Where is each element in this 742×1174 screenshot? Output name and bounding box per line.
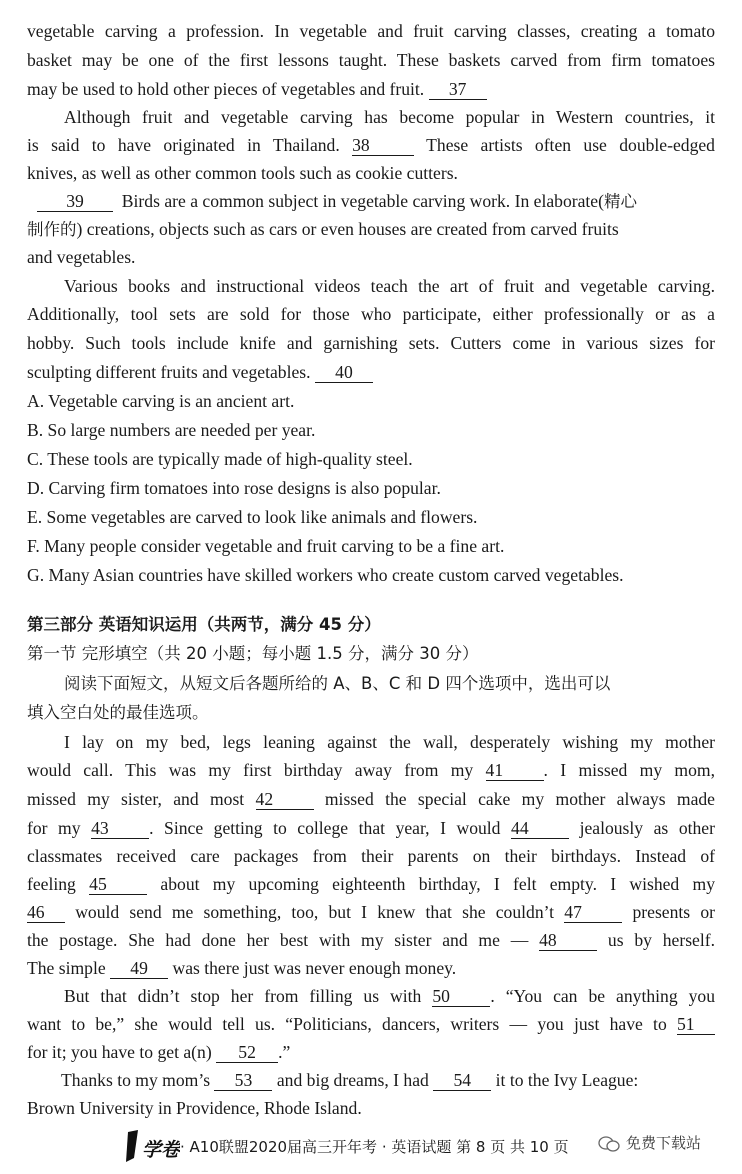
option-a: A. Vegetable carving is an ancient art.	[27, 391, 295, 411]
blank-54: 54	[433, 1070, 491, 1091]
text-segment: jealously as other	[579, 818, 715, 838]
text-segment: missed my sister, and most	[27, 789, 245, 809]
blank-52: 52	[216, 1042, 278, 1063]
text-segment: But that didn’t stop her from filling us with	[64, 986, 422, 1006]
reading-para2-line3: knives, as well as other common tools such as cookie cutters.	[27, 163, 458, 183]
cloze-line1: I lay on my bed, legs leaning against the wall, desperately wishing my mother	[64, 732, 715, 752]
instructions-line2: 填入空白处的最佳选项。	[27, 703, 209, 722]
text-segment: may be used to hold other pieces of vegetables and fruit.	[27, 79, 425, 99]
text-segment: want to be,” she would tell us. “Politicians, dancers, writers — you just have to	[27, 1014, 667, 1034]
cloze-line10	[27, 982, 715, 1010]
cloze-line13	[27, 1066, 715, 1094]
watermark	[598, 1132, 701, 1153]
reading-para1-line1: vegetable carving a profession. In vegetable and fruit carving classes, creating a tomato	[27, 21, 715, 41]
text-segment: presents or	[632, 902, 715, 922]
text-segment: 精心	[603, 192, 637, 211]
option-g: G. Many Asian countries have skilled workers who create custom carved vegetables.	[27, 565, 624, 585]
text-segment: it to the Ivy League:	[495, 1070, 639, 1090]
reading-para3-line1	[27, 187, 715, 215]
cloze-line12	[27, 1038, 715, 1066]
text-segment: would call. This was my first birthday away from my	[27, 760, 474, 780]
reading-para1-line3	[27, 75, 715, 103]
part3-title: 第三部分 英语知识运用（共两节，满分 45 分）	[27, 615, 381, 634]
cloze-line9	[27, 954, 715, 982]
blank-42: 42	[256, 789, 314, 810]
cloze-line11	[27, 1010, 715, 1038]
reading-para3-line2	[27, 215, 715, 243]
cloze-line5: classmates received care packages from their parents on their birthdays. Instead of	[27, 846, 715, 866]
text-segment: for my	[27, 818, 81, 838]
blank-44: 44	[511, 818, 569, 839]
text-segment: sculpting different fruits and vegetables.	[27, 362, 311, 382]
text-segment: was there just was never enough money.	[172, 958, 457, 978]
text-segment: . I missed my mom,	[543, 760, 715, 780]
text-segment: . “You can be anything you	[490, 986, 716, 1006]
cloze-line2	[27, 756, 715, 784]
blank-53: 53	[214, 1070, 272, 1091]
reading-para2-line1: Although fruit and vegetable carving has become popular in Western countries, it	[64, 107, 715, 127]
text-segment: is said to have originated in Thailand.	[27, 135, 340, 155]
text-segment: and big dreams, I had	[276, 1070, 429, 1090]
instructions-line1: 阅读下面短文，从短文后各题所给的 A、B、C 和 D 四个选项中，选出可以	[64, 674, 611, 693]
blank-39: 39	[37, 191, 113, 212]
blank-49: 49	[110, 958, 168, 979]
blank-38: 38	[352, 135, 414, 156]
reading-para3-line3: and vegetables.	[27, 247, 136, 267]
brand-logo	[118, 1128, 180, 1166]
text-segment: .”	[278, 1042, 291, 1062]
reading-para1-line2: basket may be one of the first lessons taught. These baskets carved from firm tomatoes	[27, 50, 715, 70]
watermark-text: 免费下载站	[626, 1134, 702, 1152]
text-segment: Birds are a common subject in vegetable carving work. In elaborate(	[121, 191, 604, 211]
footer-text: · A10联盟2020届高三开年考 · 英语试题 第 8 页 共 10 页	[180, 1138, 569, 1156]
cloze-line7	[27, 898, 715, 926]
blank-47: 47	[564, 902, 622, 923]
cloze-line8	[27, 926, 715, 954]
blank-50: 50	[432, 986, 490, 1007]
option-b: B. So large numbers are needed per year.	[27, 420, 316, 440]
text-segment: These artists often use double-edged	[426, 135, 715, 155]
text-segment: Thanks to my mom’s	[61, 1070, 211, 1090]
blank-41: 41	[486, 760, 544, 781]
option-e: E. Some vegetables are carved to look like animals and flowers.	[27, 507, 478, 527]
reading-para4-line3: hobby. Such tools include knife and garnishing sets. Cutters come in various sizes for	[27, 333, 715, 353]
blank-48: 48	[539, 930, 597, 951]
text-segment: feeling	[27, 874, 76, 894]
page-footer	[0, 1122, 742, 1170]
blank-51: 51	[677, 1014, 715, 1035]
cloze-line6	[27, 870, 715, 898]
cloze-line3	[27, 785, 715, 813]
option-c: C. These tools are typically made of high-quality steel.	[27, 449, 413, 469]
text-segment: would send me something, too, but I knew that she couldn’t	[75, 902, 555, 922]
text-segment: us by herself.	[607, 930, 715, 950]
blank-45: 45	[89, 874, 147, 895]
blank-37: 37	[429, 79, 487, 100]
cloze-line14: Brown University in Providence, Rhode Island.	[27, 1098, 362, 1118]
reading-para4-line2: Additionally, tool sets are sold for those who participate, either professionally or as a	[27, 304, 715, 324]
text-segment: 制作的	[27, 220, 77, 239]
reading-para4-line4	[27, 358, 715, 386]
reading-para4-line1: Various books and instructional videos teach the art of fruit and vegetable carving.	[64, 276, 715, 296]
reading-para2-line2	[27, 131, 715, 159]
blank-46: 46	[27, 902, 65, 923]
option-d: D. Carving firm tomatoes into rose designs is also popular.	[27, 478, 441, 498]
blank-43: 43	[91, 818, 149, 839]
text-segment: ) creations, objects such as cars or even houses are created from carved fruits	[76, 219, 619, 239]
cloze-line4	[27, 814, 715, 842]
wechat-icon	[598, 1135, 620, 1153]
text-segment: for it; you have to get a(n)	[27, 1042, 212, 1062]
svg-text:学卷: 学卷	[142, 1139, 180, 1161]
option-f: F. Many people consider vegetable and fruit carving to be a fine art.	[27, 536, 505, 556]
text-segment: about my upcoming eighteenth birthday, I felt empty. I wished my	[160, 874, 715, 894]
text-segment: The simple	[27, 958, 106, 978]
text-segment: the postage. She had done her best with my sister and me —	[27, 930, 529, 950]
section1-title: 第一节 完形填空（共 20 小题；每小题 1.5 分，满分 30 分）	[27, 644, 479, 663]
blank-40: 40	[315, 362, 373, 383]
text-segment: missed the special cake my mother always made	[324, 789, 715, 809]
text-segment: . Since getting to college that year, I would	[149, 818, 501, 838]
